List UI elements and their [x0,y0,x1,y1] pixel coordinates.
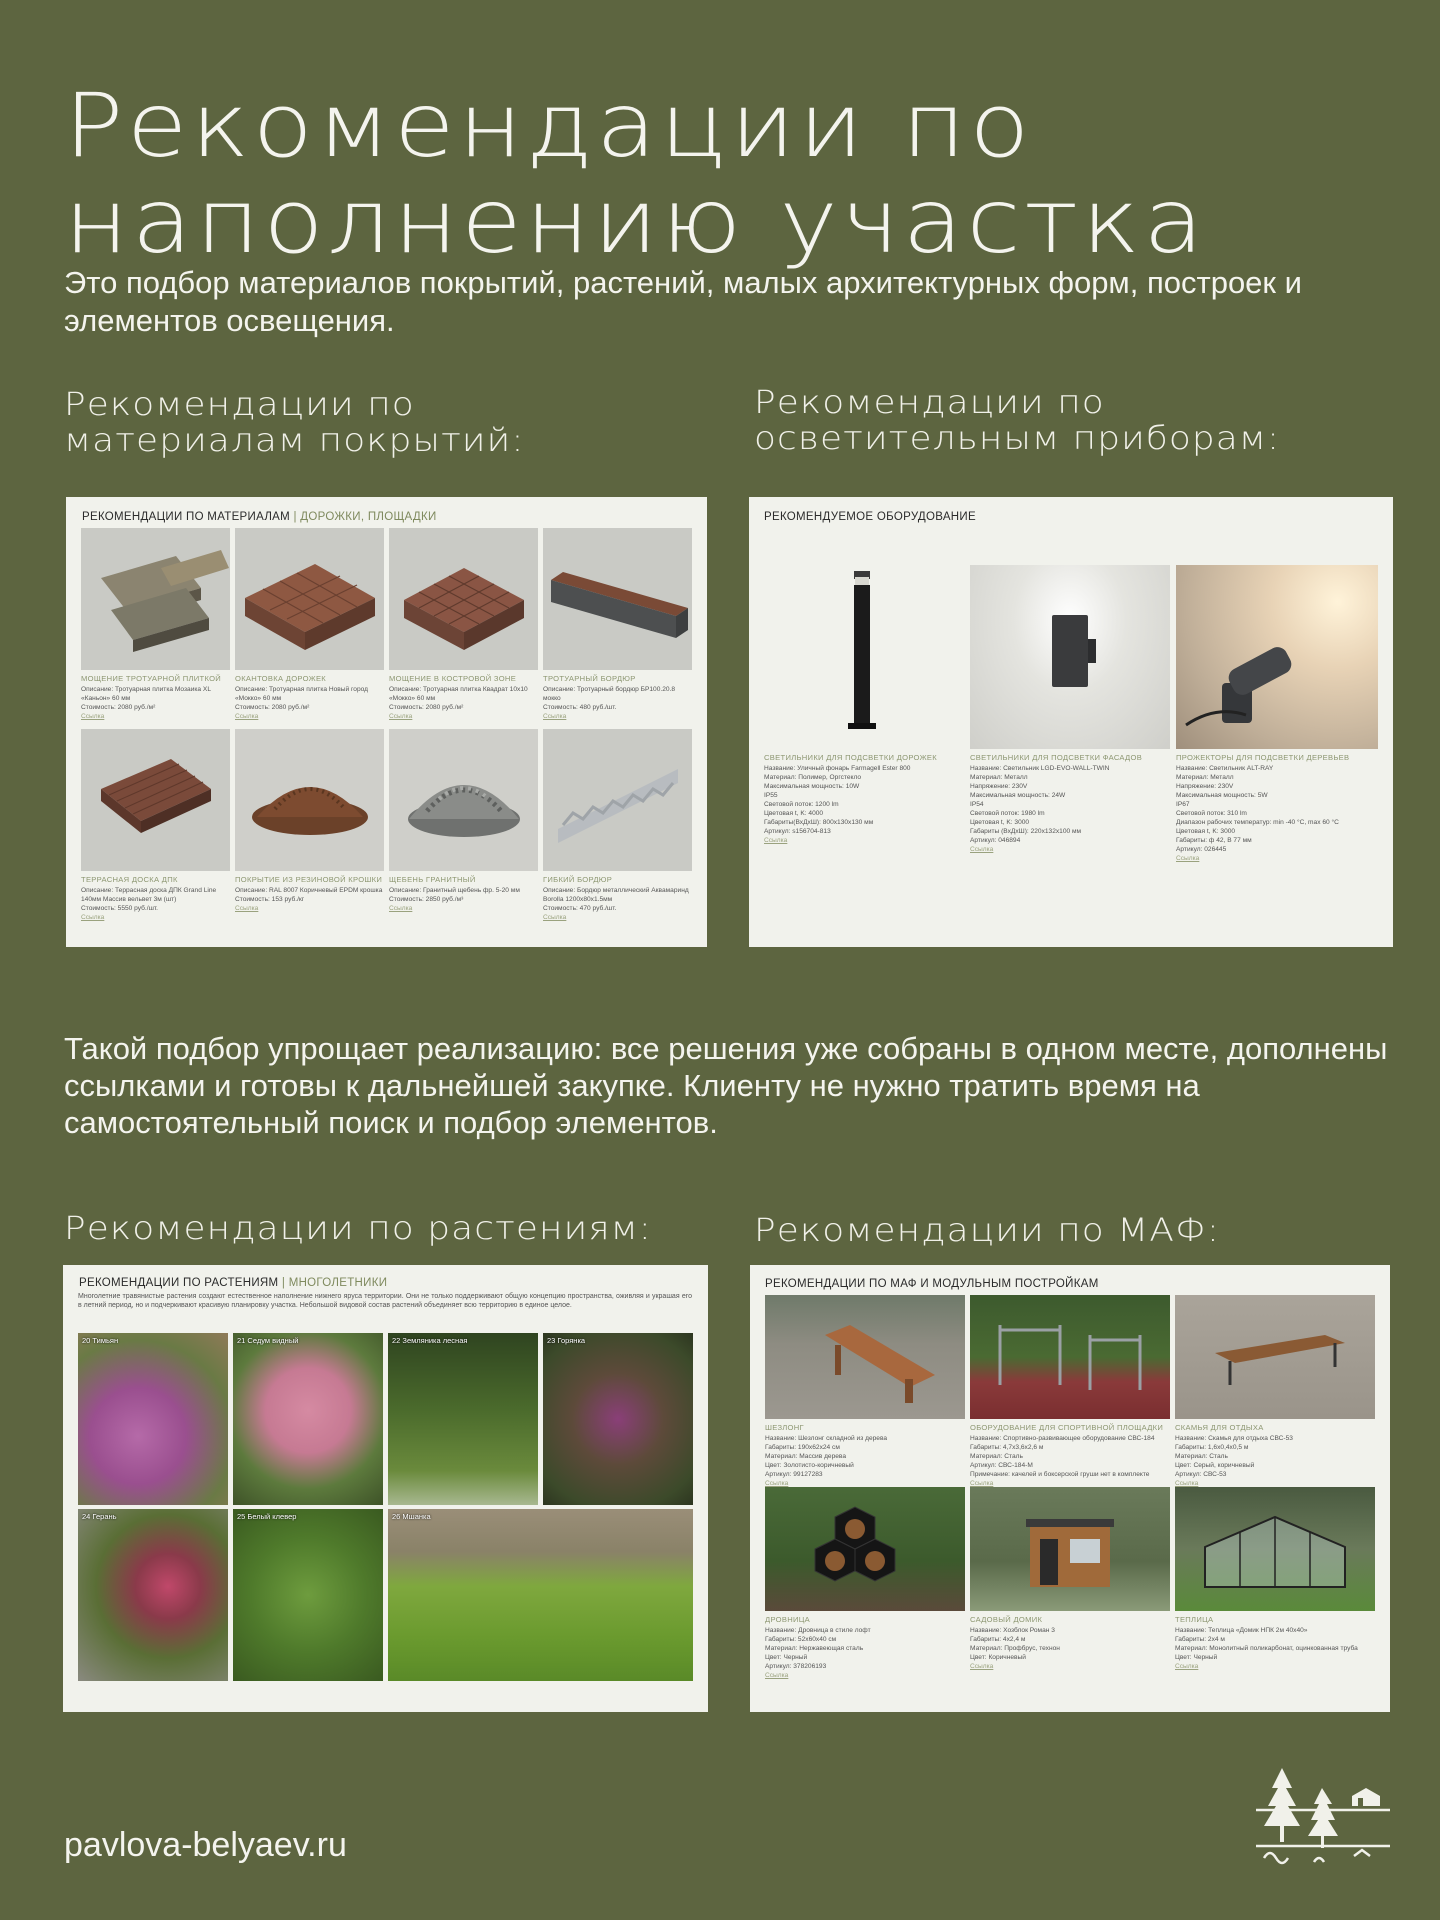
plants-panel-subtitle: | МНОГОЛЕТНИКИ [281,1277,388,1289]
plant-caption: 21 Седум видный [237,1336,299,1345]
plant-card [543,1333,693,1505]
maf-name: ОБОРУДОВАНИЕ ДЛЯ СПОРТИВНОЙ ПЛОЩАДКИ [970,1423,1164,1432]
material-link[interactable]: Ссылка [543,713,567,720]
material-name: ТЕРРАСНАЯ ДОСКА ДПК [81,875,178,884]
plant-caption: 26 Мшанка [392,1512,431,1521]
title-line-2: наполнению участка [64,170,1208,273]
curb-image [543,528,692,670]
material-link[interactable]: Ссылка [81,914,105,921]
plant-caption: 22 Земляника лесная [392,1336,468,1345]
plant-caption: 24 Герань [82,1512,117,1521]
maf-desc: Название: Спортивно-развивающее оборудование СВС-184 Габариты: 4,7х3,6х2,6 м Материал: Сталь Артикул: СВС-184-М Примечание: качелей и боксерской груши нет в комплекте [970,1435,1155,1478]
materials-heading [64,386,525,458]
material-desc: Описание: Тротуарная плитка Мозаика XL «Каньон» 60 мм Стоимость: 2080 руб./м² [81,686,211,711]
plant-card [233,1509,383,1681]
maf-link[interactable]: Ссылка [970,1663,994,1670]
maf-card [1175,1295,1375,1487]
materials-heading-line-1: Рекомендации по [64,385,415,423]
materials-panel-header [82,511,437,523]
materials-panel-title: РЕКОМЕНДАЦИИ ПО МАТЕРИАЛАМ [82,511,291,523]
bollard-lamp-image [764,565,962,749]
plant-card [78,1509,228,1681]
lighting-name: ПРОЖЕКТОРЫ ДЛЯ ПОДСВЕТКИ ДЕРЕВЬЕВ [1176,753,1350,762]
clover-image [233,1509,383,1681]
title-line-1: Рекомендации по [64,74,1033,177]
plants-heading: Рекомендации по растениям: [64,1209,652,1247]
sedum-image [233,1333,383,1505]
material-desc: Описание: RAL 8007 Коричневый EPDM крошка Стоимость: 153 руб./кг [235,887,383,903]
maf-desc: Название: Шезлонг складной из дерева Габариты: 190х62х24 см Материал: Массив дерева Цвет: Золотисто-коричневый Артикул: 99127283 [765,1435,888,1478]
greenhouse-image [1175,1487,1375,1611]
lighting-desc: Название: Светильник ALT-RAY Материал: Металл Напряжение: 230V Максимальная мощность: 5W IP67 Световой поток: 310 lm Диапазон рабочих температур: min -40 °С, max 60 °С Цветовая t, K: 3000 Габариты: ф 42, В 77 мм Артикул: 026445 [1176,765,1339,853]
material-desc: Описание: Тротуарный бордюр БР100.20.8 мокко Стоимость: 480 руб./шт. [543,686,676,711]
plant-card [388,1333,538,1505]
maf-name: ТЕПЛИЦА [1175,1615,1214,1624]
material-desc: Описание: Террасная доска ДПК Grand Line 140мм Массив вельвет 3м (шт) Стоимость: 5550 руб./шт. [81,887,217,912]
lighting-link[interactable]: Ссылка [764,837,788,844]
website-link[interactable]: pavlova-belyaev.ru [64,1826,347,1864]
crushed-stone-image [389,729,538,871]
material-link[interactable]: Ссылка [235,905,259,912]
material-desc: Описание: Бордюр металлический Аквамаринд Borolla 1200х80х1.5мм Стоимость: 470 руб./шт. [543,887,689,912]
tree-logo-icon [1254,1762,1394,1872]
material-desc: Описание: Тротуарная плитка Квадрат 10х10 «Мокко» 60 мм Стоимость: 2080 руб./м² [389,686,528,711]
materials-panel-subtitle: | ДОРОЖКИ, ПЛОЩАДКИ [293,511,437,523]
materials-panel [66,497,707,947]
maf-desc: Название: Скамья для отдыха СВС-53 Габариты: 1,6х0,4х0,5 м Материал: Сталь Цвет: Серый, коричневый Артикул: СВС-53 [1175,1435,1293,1478]
maf-card [970,1295,1170,1487]
material-card [81,729,230,921]
plant-card [233,1333,383,1505]
maf-name: ШЕЗЛОНГ [765,1423,804,1432]
rubber-crumb-image [235,729,384,871]
material-card [389,528,538,720]
maf-card [765,1487,965,1679]
page-title [64,74,1208,273]
maf-desc: Название: Теплица «Домик НПК 2м 40х40» Габариты: 2х4 м Материал: Монолитный поликарбонат, оцинкованная труба Цвет: Черный [1175,1627,1358,1661]
maf-heading: Рекомендации по МАФ: [754,1211,1221,1249]
material-link[interactable]: Ссылка [543,914,567,921]
plant-caption: 23 Горянка [547,1336,586,1345]
material-card [389,729,538,912]
material-name: МОЩЕНИЕ ТРОТУАРНОЙ ПЛИТКОЙ [81,674,222,683]
maf-card [1175,1487,1375,1670]
maf-panel [750,1265,1390,1712]
lighting-link[interactable]: Ссылка [970,846,994,853]
strawberry-image [388,1333,538,1505]
lighting-heading-line-1: Рекомендации по [754,383,1105,421]
plants-panel-title: РЕКОМЕНДАЦИИ ПО РАСТЕНИЯМ [79,1277,279,1289]
material-card [81,528,230,720]
maf-link[interactable]: Ссылка [765,1672,789,1679]
lighting-card [764,565,962,844]
material-link[interactable]: Ссылка [81,713,105,720]
geranium-image [78,1509,228,1681]
garden-house-image [970,1487,1170,1611]
plant-caption: 25 Белый клевер [237,1512,297,1521]
lounger-image [765,1295,965,1419]
maf-panel-title: РЕКОМЕНДАЦИИ ПО МАФ И МОДУЛЬНЫМ ПОСТРОЙКАМ [765,1278,1099,1290]
plants-panel [63,1265,708,1712]
lighting-panel [749,497,1393,947]
log-holder-image [765,1487,965,1611]
materials-heading-line-2: материалам покрытий: [64,421,525,459]
material-name: ЩЕБЕНЬ ГРАНИТНЫЙ [389,875,476,884]
lighting-card [970,565,1170,853]
material-card [543,729,692,921]
plant-caption: 20 Тимьян [82,1336,119,1345]
material-card [235,729,384,912]
material-name: ТРОТУАРНЫЙ БОРДЮР [543,674,636,683]
material-desc: Описание: Гранитный щебень фр. 5-20 мм Стоимость: 2850 руб./м³ [389,887,520,903]
lighting-heading [754,384,1280,456]
maf-link[interactable]: Ссылка [970,1480,994,1487]
metal-border-image [543,729,692,871]
plants-panel-header [79,1277,387,1289]
maf-link[interactable]: Ссылка [765,1480,789,1487]
lighting-desc: Название: Светильник LGD-EVO-WALL-TWIN Материал: Металл Напряжение: 230V Максимальная мощность: 24W IP54 Световой поток: 1980 lm Цветовая t, K: 3000 Габариты (ВхДхШ): 220х132х100 мм Артикул: 046894 [970,765,1110,844]
material-card [543,528,692,720]
epimedium-image [543,1333,693,1505]
paving-tile-image [81,528,230,670]
maf-card [970,1487,1170,1670]
material-link[interactable]: Ссылка [235,713,259,720]
maf-link[interactable]: Ссылка [1175,1480,1199,1487]
maf-card [765,1295,965,1487]
material-name: ОКАНТОВКА ДОРОЖЕК [235,674,327,683]
spotlight-image [1176,565,1378,749]
material-desc: Описание: Тротуарная плитка Новый город «Мокко» 60 мм Стоимость: 2080 руб./м² [235,686,369,711]
plant-card [78,1333,228,1505]
bench-image [1175,1295,1375,1419]
material-card [235,528,384,720]
summary-text: Такой подбор упрощает реализацию: все решения уже собраны в одном месте, дополнены ссылками и готовы к дальнейшей закупке. Клиенту не нужно тратить время на самостоятельный поиск и подбор элементов. [64,1031,1388,1140]
wall-light-image [970,565,1170,749]
lighting-desc: Название: Уличный фонарь Farmagell Ester 800 Материал: Полимер, Оргстекло Максимальная мощность: 10W IP55 Световой поток: 1200 lm Цветовая t, K: 4000 Габариты(ВхДхШ): 800х130х130 мм Артикул: s156704-813 [764,765,911,835]
lighting-name: СВЕТИЛЬНИКИ ДЛЯ ПОДСВЕТКИ ДОРОЖЕК [764,753,938,762]
sagina-image [388,1509,693,1681]
material-link[interactable]: Ссылка [389,905,413,912]
maf-name: СКАМЬЯ ДЛЯ ОТДЫХА [1175,1423,1264,1432]
lighting-card [1176,565,1378,862]
maf-desc: Название: Хозблок Роман 3 Габариты: 4х2,4 м Материал: Профбрус, технон Цвет: Коричневый [970,1627,1060,1661]
lighting-panel-title: РЕКОМЕНДУЕМОЕ ОБОРУДОВАНИЕ [764,511,976,523]
plants-description: Многолетние травянистые растения создают естественное наполнение нижнего яруса территории. Они не только поддерживают общую концепцию пространства, оживляя и украшая его в летний период, но и подчеркивают красивую планировку участка. Небольшой видовой состав растений объединяет всю территорию в единое целое. [78,1293,692,1309]
plant-card [388,1509,693,1681]
maf-name: ДРОВНИЦА [765,1615,811,1624]
material-name: ГИБКИЙ БОРДЮР [543,875,613,884]
maf-desc: Название: Дровница в стиле лофт Габариты: 52х60х40 см Материал: Нержавеющая сталь Цвет: Черный Артикул: 378206193 [765,1627,871,1670]
lighting-name: СВЕТИЛЬНИКИ ДЛЯ ПОДСВЕТКИ ФАСАДОВ [970,753,1143,762]
material-link[interactable]: Ссылка [389,713,413,720]
material-name: МОЩЕНИЕ В КОСТРОВОЙ ЗОНЕ [389,674,517,683]
maf-name: САДОВЫЙ ДОМИК [970,1615,1043,1624]
material-name: ПОКРЫТИЕ ИЗ РЕЗИНОВОЙ КРОШКИ [235,875,383,884]
thyme-image [78,1333,228,1505]
lighting-link[interactable]: Ссылка [1176,855,1200,862]
maf-link[interactable]: Ссылка [1175,1663,1199,1670]
decking-image [81,729,230,871]
intro-text: Это подбор материалов покрытий, растений, малых архитектурных форм, построек и элементов освещения. [64,265,1302,338]
sports-equipment-image [970,1295,1170,1419]
lighting-heading-line-2: осветительным приборам: [754,419,1281,457]
edging-tile-image [235,528,384,670]
square-tile-image [389,528,538,670]
